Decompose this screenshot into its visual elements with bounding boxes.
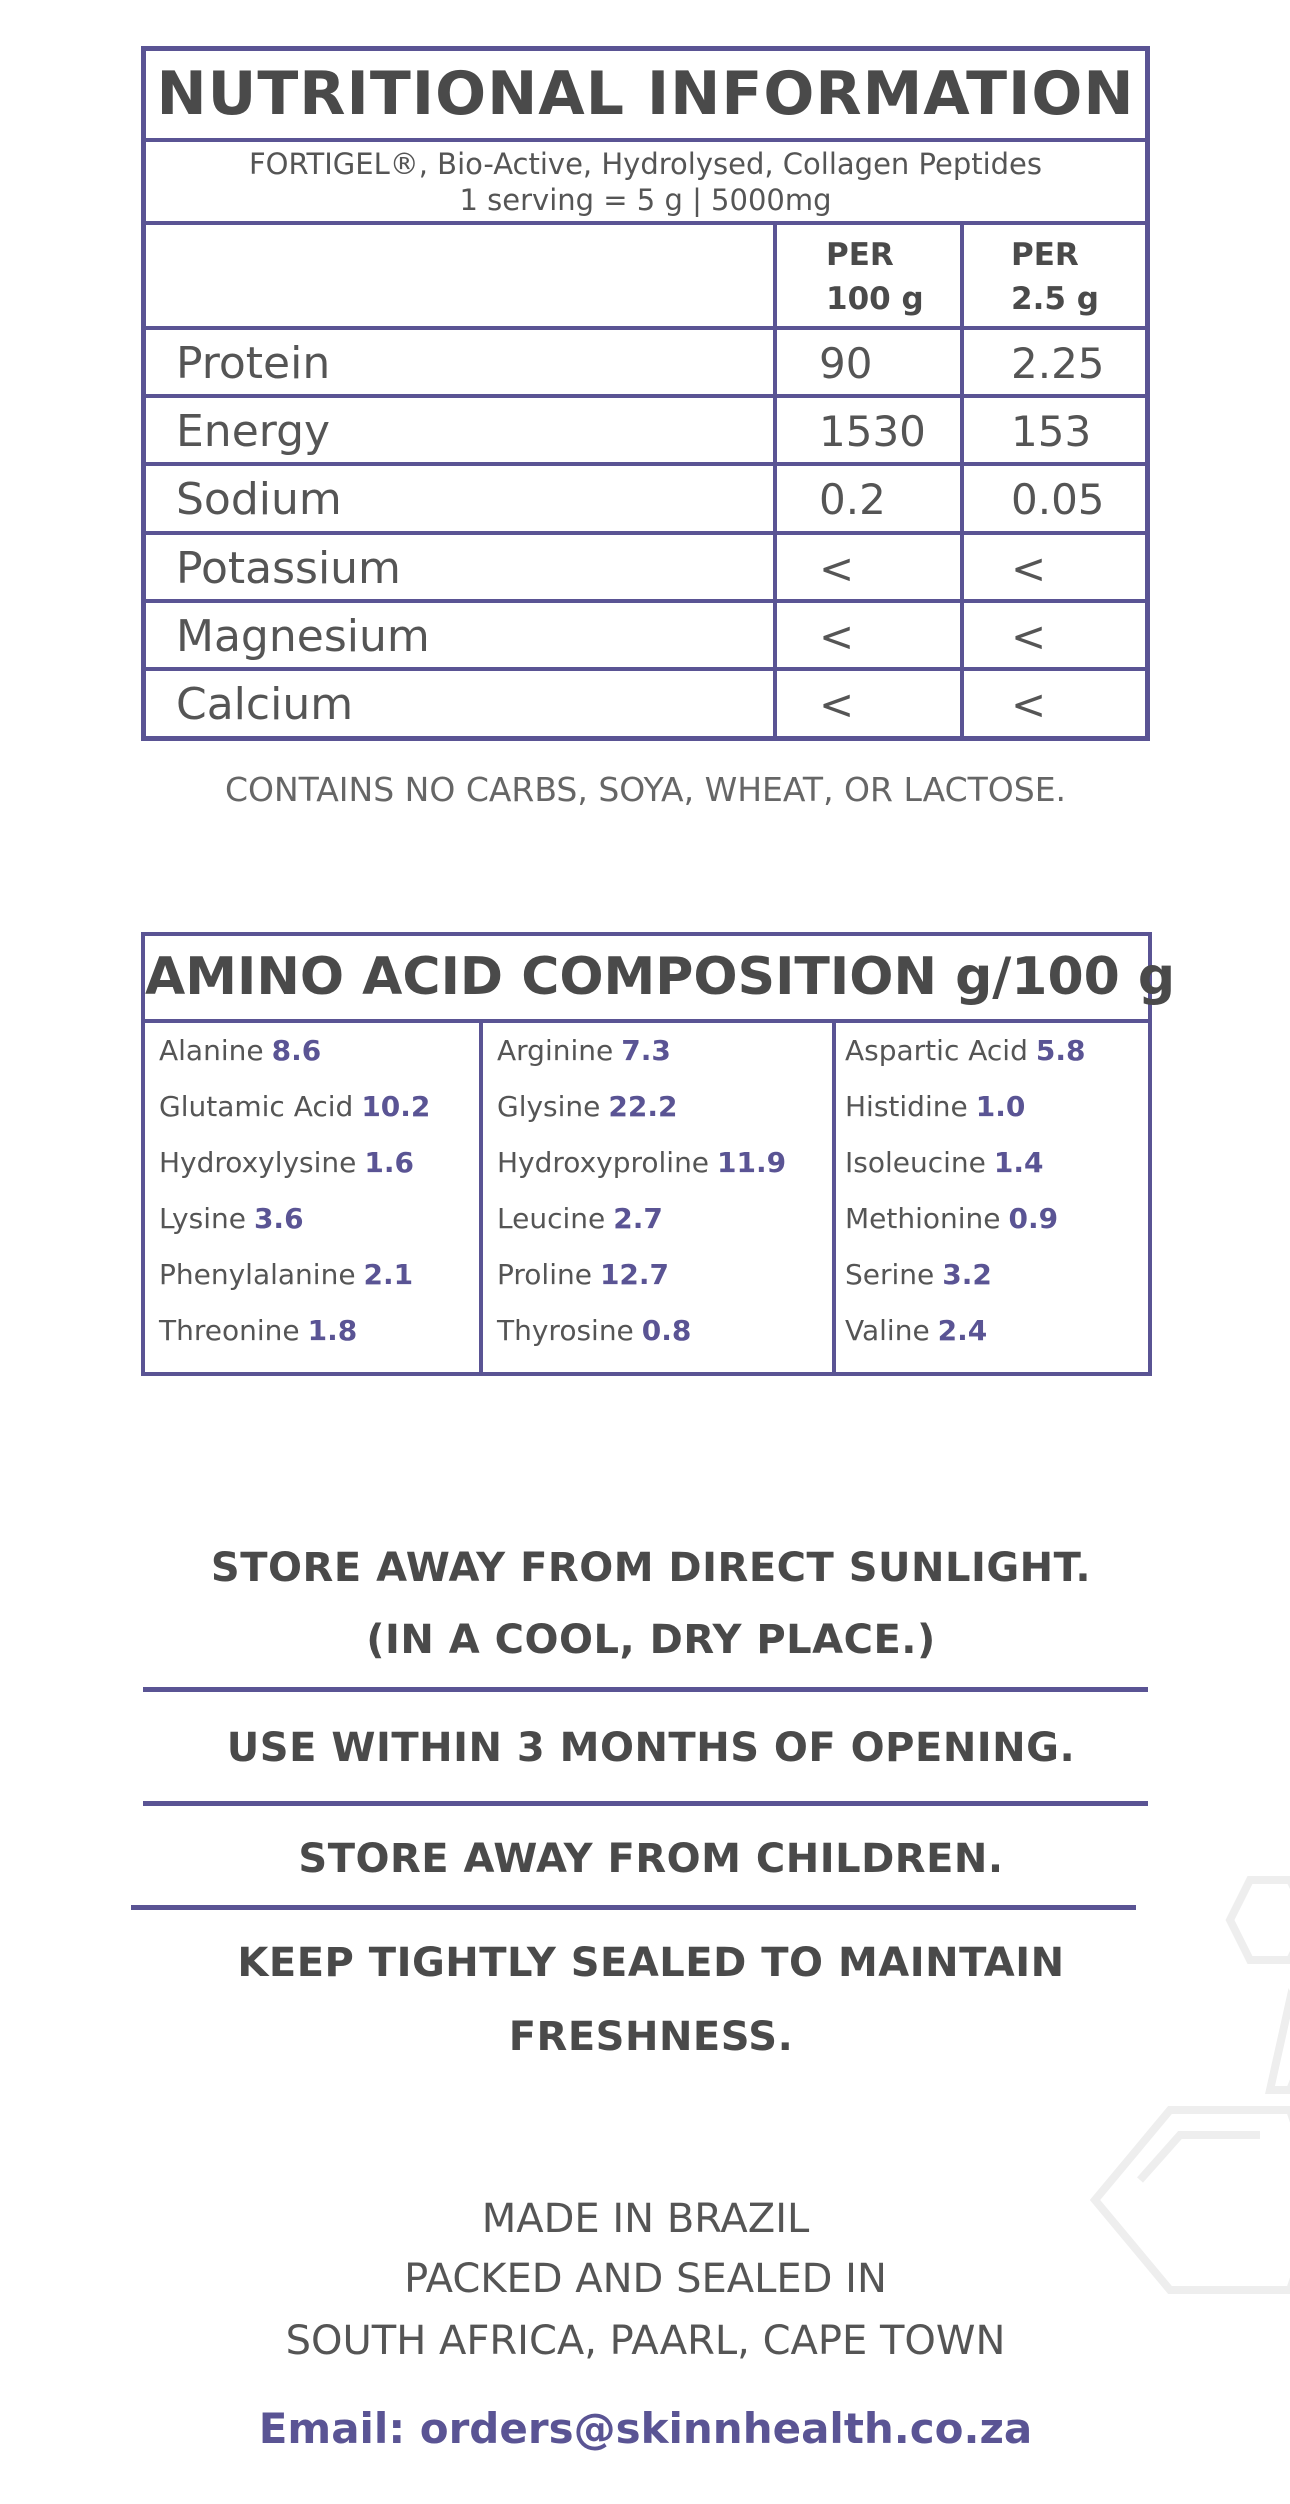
amino-value: 12.7 [599,1258,670,1291]
amino-name: Lysine [159,1202,246,1235]
header-per-2-5g-line2: 2.5 g [1011,281,1099,317]
nutrient-value-potassium-2-5g: < [1011,544,1047,593]
row-divider [146,394,1145,398]
nutrition-title: NUTRITIONAL INFORMATION [146,51,1145,142]
nutrient-value-sodium-2-5g: 0.05 [1011,475,1105,524]
allergen-note: CONTAINS NO CARBS, SOYA, WHEAT, OR LACTOSE. [224,770,1067,809]
column-divider [960,225,964,736]
amino-item [845,1247,1085,1303]
origin-line2: PACKED AND SEALED IN [404,2256,887,2302]
header-per-2-5g-line1: PER [1011,237,1079,273]
nutrition-subtitle [146,142,1145,225]
amino-item [845,1191,1085,1247]
amino-item [497,1303,786,1359]
amino-value: 22.2 [608,1090,678,1123]
amino-name: Isoleucine [845,1146,986,1179]
nutrient-value-energy-100g: 1530 [819,407,926,456]
header-per-100g-line2: 100 g [826,281,924,317]
amino-name: Thyrosine [497,1314,634,1347]
nutrient-value-protein-2-5g: 2.25 [1011,339,1105,388]
amino-item [159,1023,430,1079]
nutrient-value-protein-100g: 90 [819,339,873,388]
amino-item [159,1303,430,1359]
amino-item [159,1191,430,1247]
nutrient-label-energy: Energy [176,406,331,457]
amino-item [845,1303,1085,1359]
amino-item [497,1023,786,1079]
storage-children: STORE AWAY FROM CHILDREN. [298,1836,1004,1882]
amino-value: 1.8 [307,1314,358,1347]
nutrient-label-magnesium: Magnesium [176,611,430,662]
amino-name: Leucine [497,1202,606,1235]
amino-value: 0.8 [641,1314,692,1347]
amino-item [845,1079,1085,1135]
amino-value: 8.6 [271,1034,322,1067]
amino-name: Valine [845,1314,930,1347]
amino-acid-table [141,932,1176,1376]
amino-item [159,1079,430,1135]
amino-title: AMINO ACID COMPOSITION g/100 g [145,936,1148,1023]
divider-line [143,1687,1148,1692]
nutrient-value-calcium-100g: < [819,680,855,729]
amino-value: 3.6 [253,1202,304,1235]
storage-sunlight-line2: (IN A COOL, DRY PLACE.) [366,1617,936,1663]
row-divider [146,599,1145,603]
nutrient-label-calcium: Calcium [176,679,354,730]
amino-value: 2.4 [937,1314,988,1347]
amino-value: 5.8 [1035,1034,1086,1067]
amino-item [497,1191,786,1247]
origin-line1: MADE IN BRAZIL [481,2196,810,2242]
amino-value: 10.2 [361,1090,431,1123]
column-divider [479,1019,483,1372]
header-per-100g-line1: PER [826,237,894,273]
divider-line [131,1905,1136,1910]
amino-name: Methionine [845,1202,1001,1235]
amino-name: Hydroxyproline [497,1146,710,1179]
origin-line3: SOUTH AFRICA, PAARL, CAPE TOWN [285,2318,1006,2364]
amino-item [159,1135,430,1191]
storage-sunlight-line1: STORE AWAY FROM DIRECT SUNLIGHT. [210,1545,1092,1591]
storage-use-within: USE WITHIN 3 MONTHS OF OPENING. [226,1725,1076,1771]
amino-value: 1.4 [993,1146,1044,1179]
header-per-2-5g [1011,233,1099,321]
amino-name: Threonine [159,1314,300,1347]
nutrient-value-potassium-100g: < [819,544,855,593]
amino-name: Glysine [497,1090,601,1123]
amino-name: Histidine [845,1090,968,1123]
amino-item [497,1247,786,1303]
header-per-100g [826,233,924,321]
row-divider [146,531,1145,535]
amino-value: 2.7 [613,1202,663,1235]
amino-value: 11.9 [717,1146,787,1179]
amino-item [159,1247,430,1303]
column-divider [832,1019,836,1372]
nutrient-value-energy-2-5g: 153 [1011,407,1092,456]
amino-value: 1.6 [364,1146,415,1179]
hexagon-watermark-icon [1060,1840,1290,2340]
storage-sealed-line1: KEEP TIGHTLY SEALED TO MAINTAIN [237,1940,1065,1986]
amino-value: 2.1 [363,1258,414,1291]
nutrient-value-sodium-100g: 0.2 [819,475,886,524]
amino-name: Alanine [159,1034,264,1067]
amino-name: Glutamic Acid [159,1090,354,1123]
amino-item [845,1135,1085,1191]
nutrient-value-calcium-2-5g: < [1011,680,1047,729]
divider-line [143,1801,1148,1806]
amino-value: 7.3 [621,1034,671,1067]
amino-name: Aspartic Acid [845,1034,1028,1067]
amino-item [497,1135,786,1191]
column-divider [773,225,777,736]
amino-value: 0.9 [1008,1202,1059,1235]
amino-name: Proline [497,1258,592,1291]
amino-name: Serine [845,1258,935,1291]
amino-column-1 [159,1023,430,1359]
nutrient-value-magnesium-2-5g: < [1011,612,1047,661]
nutrition-subtitle-line2: 1 serving = 5 g | 5000mg [459,183,832,217]
amino-item [497,1079,786,1135]
row-divider [146,462,1145,466]
nutrition-subtitle-line1: FORTIGEL®, Bio-Active, Hydrolysed, Collagen Peptides [248,147,1043,181]
amino-item [845,1023,1085,1079]
amino-name: Phenylalanine [159,1258,356,1291]
row-divider [146,667,1145,671]
amino-column-2 [497,1023,786,1359]
storage-sealed-line2: FRESHNESS. [508,2014,794,2060]
row-divider [146,326,1145,330]
contact-email-link[interactable]: Email: orders@skinnhealth.co.za [258,2404,1033,2453]
nutrient-label-potassium: Potassium [176,543,401,594]
nutrient-value-magnesium-100g: < [819,612,855,661]
amino-value: 1.0 [975,1090,1026,1123]
amino-name: Arginine [497,1034,614,1067]
amino-value: 3.2 [942,1258,992,1291]
amino-column-3 [845,1023,1085,1359]
nutrition-table [141,46,1150,741]
nutrient-label-protein: Protein [176,338,331,389]
nutrient-label-sodium: Sodium [176,474,342,525]
amino-name: Hydroxylysine [159,1146,357,1179]
